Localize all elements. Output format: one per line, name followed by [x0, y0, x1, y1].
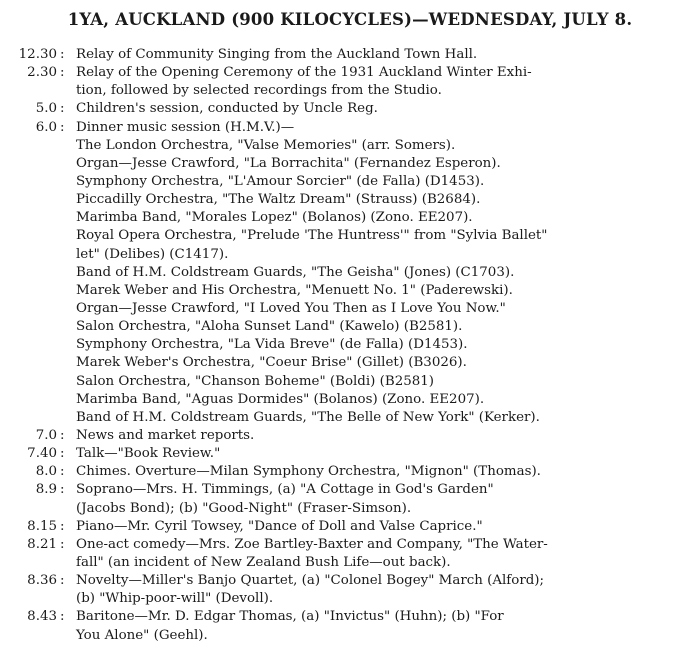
programme-line	[0, 119, 700, 137]
programme-text: fall" (an incident of New Zealand Bush Life—out back).	[76, 554, 451, 570]
programme-time: 8.9	[35, 482, 57, 498]
programme-text: Children's session, conducted by Uncle Reg.	[76, 101, 378, 117]
programme-text: Novelty—Miller's Banjo Quartet, (a) "Colonel Bogey" March (Alford);	[76, 573, 545, 589]
time-separator: :	[60, 427, 65, 443]
programme-text: Organ—Jesse Crawford, "I Loved You Then as I Love You Now."	[76, 300, 506, 316]
programme-time: 8.36	[27, 573, 57, 589]
programme-text: Salon Orchestra, "Aloha Sunset Land" (Kawelo) (B2581).	[76, 319, 463, 335]
programme-time: 6.0	[35, 119, 57, 135]
programme-text: Talk—"Book Review."	[76, 446, 221, 462]
programme-text: let" (Delibes) (C1417).	[76, 246, 229, 262]
programme-time: 8.21	[27, 536, 57, 552]
programme-text: Organ—Jesse Crawford, "La Borrachita" (Fernandez Esperon).	[76, 155, 501, 171]
programme-text: Soprano—Mrs. H. Timmings, (a) "A Cottage in God's Garden"	[76, 482, 494, 498]
programme-line	[0, 227, 700, 245]
programme-text: Marek Weber's Orchestra, "Coeur Brise" (Gillet) (B3026).	[76, 355, 467, 371]
station-heading: 1YA, AUCKLAND (900 KILOCYCLES)—WEDNESDAY, JULY 8.	[67, 10, 633, 29]
programme-line	[0, 627, 700, 645]
programme-text: Marimba Band, "Morales Lopez" (Bolanos) (Zono. EE207).	[76, 210, 473, 226]
programme-time: 7.0	[35, 427, 57, 443]
programme-line	[0, 391, 700, 409]
programme-text: Symphony Orchestra, "L'Amour Sorcier" (de Falla) (D1453).	[76, 173, 485, 189]
time-separator: :	[60, 446, 65, 462]
programme-text: One-act comedy—Mrs. Zoe Bartley-Baxter and Company, "The Water-	[76, 536, 548, 552]
time-separator: :	[60, 65, 65, 81]
time-separator: :	[60, 536, 65, 552]
programme-text: Piccadilly Orchestra, "The Waltz Dream" (Strauss) (B2684).	[76, 192, 481, 208]
programme-listing	[0, 46, 700, 645]
programme-time: 2.30	[27, 65, 57, 81]
programme-line	[0, 82, 700, 100]
programme-line	[0, 264, 700, 282]
programme-line	[0, 445, 700, 463]
time-separator: :	[60, 119, 65, 135]
programme-line	[0, 336, 700, 354]
programme-line	[0, 318, 700, 336]
programme-time: 7.40	[27, 446, 57, 462]
programme-time: 8.0	[35, 464, 57, 480]
time-separator: :	[60, 101, 65, 117]
time-separator: :	[60, 518, 65, 534]
programme-line	[0, 608, 700, 626]
programme-line	[0, 463, 700, 481]
programme-text: The London Orchestra, "Valse Memories" (arr. Somers).	[76, 137, 456, 153]
programme-text: Relay of the Opening Ceremony of the 1931 Auckland Winter Exhi-	[76, 65, 532, 81]
programme-line	[0, 500, 700, 518]
time-separator: :	[60, 464, 65, 480]
programme-text: Band of H.M. Coldstream Guards, "The Geisha" (Jones) (C1703).	[76, 264, 515, 280]
time-separator: :	[60, 573, 65, 589]
programme-time: 5.0	[35, 101, 57, 117]
programme-line	[0, 100, 700, 118]
programme-text: Band of H.M. Coldstream Guards, "The Belle of New York" (Kerker).	[76, 409, 540, 425]
time-separator: :	[60, 482, 65, 498]
programme-line	[0, 481, 700, 499]
programme-text: Piano—Mr. Cyril Towsey, "Dance of Doll and Valse Caprice."	[76, 518, 483, 534]
programme-line	[0, 282, 700, 300]
programme-text: Dinner music session (H.M.V.)—	[76, 119, 295, 135]
programme-line	[0, 572, 700, 590]
programme-line	[0, 518, 700, 536]
programme-line	[0, 155, 700, 173]
programme-line	[0, 46, 700, 64]
programme-text: Royal Opera Orchestra, "Prelude 'The Huntress'" from "Sylvia Ballet"	[76, 228, 548, 244]
programme-text: Baritone—Mr. D. Edgar Thomas, (a) "Invictus" (Huhn); (b) "For	[76, 609, 504, 625]
programme-text: You Alone" (Geehl).	[76, 627, 208, 643]
programme-line	[0, 554, 700, 572]
programme-text: Salon Orchestra, "Chanson Boheme" (Boldi) (B2581)	[76, 373, 435, 389]
time-separator: :	[60, 47, 65, 62]
programme-line	[0, 590, 700, 608]
programme-line	[0, 409, 700, 427]
programme-line	[0, 427, 700, 445]
programme-line	[0, 137, 700, 155]
programme-line	[0, 373, 700, 391]
programme-text: News and market reports.	[76, 427, 255, 443]
programme-time: 12.30	[18, 47, 57, 62]
programme-line	[0, 64, 700, 82]
programme-text: Chimes. Overture—Milan Symphony Orchestra, "Mignon" (Thomas).	[76, 464, 541, 480]
programme-text: Marek Weber and His Orchestra, "Menuett No. 1" (Paderewski).	[76, 282, 513, 298]
programme-line	[0, 300, 700, 318]
programme-line	[0, 173, 700, 191]
programme-text: Symphony Orchestra, "La Vida Breve" (de Falla) (D1453).	[76, 337, 468, 353]
programme-line	[0, 536, 700, 554]
programme-line	[0, 209, 700, 227]
programme-text: tion, followed by selected recordings from the Studio.	[76, 83, 442, 99]
programme-text: Relay of Community Singing from the Auckland Town Hall.	[76, 47, 478, 62]
programme-text: (Jacobs Bond); (b) "Good-Night" (Fraser-Simson).	[76, 500, 412, 516]
programme-text: (b) "Whip-poor-will" (Devoll).	[76, 591, 274, 607]
programme-line	[0, 191, 700, 209]
programme-text: Marimba Band, "Aguas Dormides" (Bolanos) (Zono. EE207).	[76, 391, 485, 407]
time-separator: :	[60, 609, 65, 625]
programme-line	[0, 246, 700, 264]
programme-line	[0, 354, 700, 372]
programme-time: 8.15	[27, 518, 57, 534]
programme-time: 8.43	[27, 609, 57, 625]
